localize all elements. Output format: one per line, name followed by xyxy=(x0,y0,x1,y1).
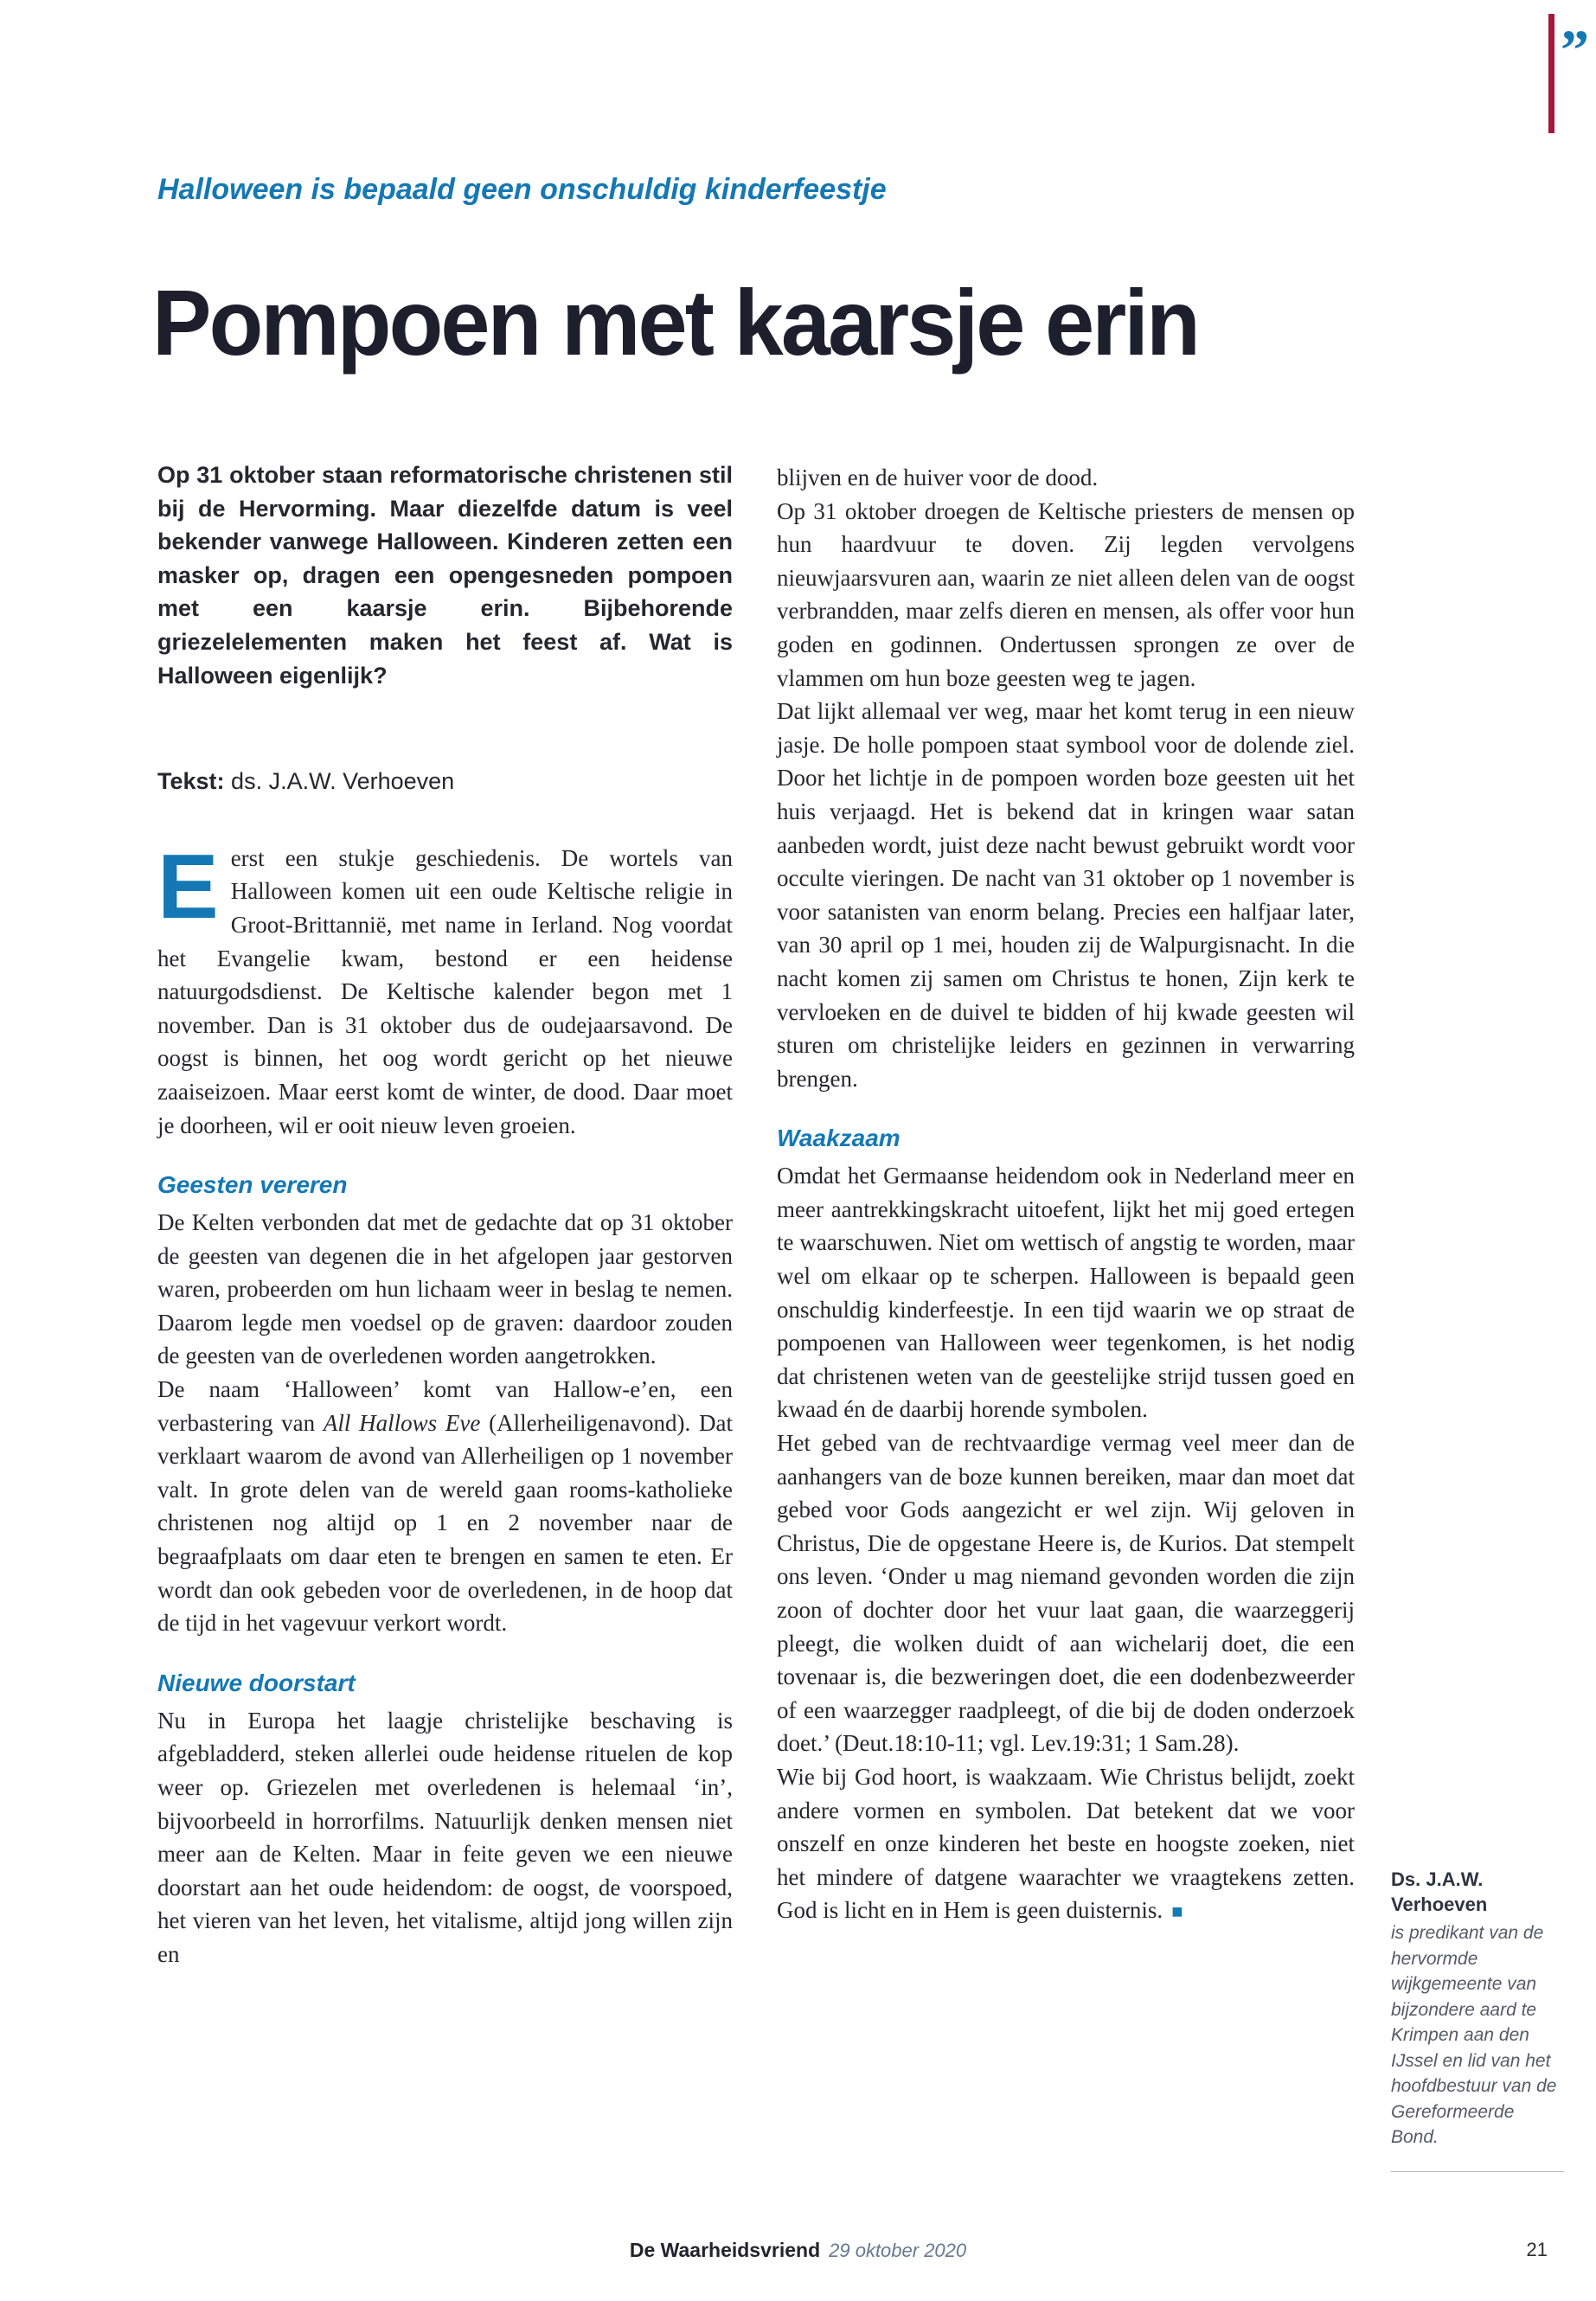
issue-date: 29 oktober 2020 xyxy=(829,2240,967,2261)
paragraph-gebed: Het gebed van de rechtvaardige vermag veel meer dan de aanhangers van de boze kunnen bereiken, maar dan moet dat gebed voor Gods aangezicht er wel zijn. Wij geloven in Christus, Die de opgestane Heere is, de Kurios. Dat stempelt ons leven. ‘Onder u mag niemand gevonden worden die zijn zoon of dochter door het vuur laat gaan, die waarzeggerij pleegt, die wolken duidt of aan wichelarij doet, die een tovenaar is, die bezweringen doet, die een dodenbezweerder of een waarzegger raadpleegt, of die bij de doden onderzoek doet.’ (Deut.18:10-11; vgl. Lev.19:31; 1 Sam.28). xyxy=(777,1430,1355,1757)
byline-label: Tekst: xyxy=(157,768,225,795)
paragraph-doorstart: Nu in Europa het laagje christelijke beschaving is afgebladderd, steken allerlei oude heidense rituelen de kop weer op. Griezelen met overledenen is helemaal ‘in’, bijvoorbeeld in horrorfilms. Natuurlijk denken mensen niet meer aan de Kelten. Maar in feite geven we een nieuwe doorstart aan het oude heidendom: de oogst, de voorspoed, het vieren van het leven, het vitalisme, altijd jong willen zijn en xyxy=(157,1707,733,1967)
paragraph-history-text: erst een stukje geschiedenis. De wortels van Halloween komen uit een oude Keltische religie in Groot-Brittannië, met name in Ierland. Nog voordat het Evangelie kwam, bestond er een heidense natuurgodsdienst. De Keltische kalender begon met 1 november. Dan is 31 oktober dus de oudejaarsavond. De oogst is binnen, het oog wordt gericht op het nieuwe zaaiseizoen. Maar eerst komt de winter, de dood. Daar moet je doorheen, wil er ooit nieuw leven groeien. xyxy=(157,844,733,1138)
red-accent-bar xyxy=(1548,14,1554,133)
author-name: Ds. J.A.W. Verhoeven xyxy=(1391,1868,1488,1915)
magazine-name: De Waarheidsvriend xyxy=(629,2239,821,2261)
paragraph-slot xyxy=(777,1760,1355,1929)
quote-mark-icon: ” xyxy=(1561,19,1589,82)
kicker: Halloween is bepaald geen onschuldig kinderfeestje xyxy=(157,173,887,206)
paragraph-nieuw-jasje: Dat lijkt allemaal ver weg, maar het komt terug in een nieuw jasje. De holle pompoen staat symbool voor de dolende ziel. Door het lichtje in de pompoen worden boze geesten uit het huis verjaagd. Het is bekend dat in kringen waar satan aanbeden wordt, juist deze nacht bewust gebruikt wordt voor occulte vieringen. De nacht van 31 oktober op 1 november is voor satanisten van enorm belang. Precies een halfjaar later, van 30 april op 1 mei, houden zij de Walpurgisnacht. In die nacht komen zij samen om Christus te honen, Zijn kerk te vervloeken en de duivel te bidden of hij kwade geesten wil sturen om christelijke leiders en gezinnen in verwarring brengen. xyxy=(777,698,1355,1092)
intro-paragraph: Op 31 oktober staan reformatorische christenen stil bij de Hervorming. Maar diezelfde datum is veel bekender vanwege Halloween. Kinderen zetten een masker op, dragen een opengesneden pompoen met een kaarsje erin. Bijbehorende griezelelementen maken het feest af. Wat is Halloween eigenlijk? xyxy=(157,462,733,689)
section-heading-nieuwe-doorstart: Nieuwe doorstart xyxy=(157,1669,356,1696)
paragraph-naam-halloween-b: (Allerheiligenavond). Dat verklaart waarom de avond van Allerheiligen op 1 november valt. In grote delen van de wereld gaan rooms-katholieke christenen nog altijd op 1 en 2 november naar de begraafplaats om daar eten te brengen en samen te eten. Er wordt dan ook gebeden voor de overledenen, in de hoop dat de tijd in het vagevuur verkort wordt. xyxy=(157,1409,733,1637)
paragraph-naam-halloween xyxy=(157,1373,733,1640)
footer xyxy=(0,2239,1596,2262)
drop-cap: E xyxy=(157,835,219,938)
headline: Pompoen met kaarsje erin xyxy=(152,270,1198,375)
paragraph-naam-halloween-a: De naam ‘Halloween’ komt van Hallow-e’en, een verbastering van xyxy=(157,1376,733,1436)
section-heading-waakzaam: Waakzaam xyxy=(777,1125,901,1152)
paragraph-history xyxy=(157,835,733,1142)
italic-work-title: All Hallows Eve xyxy=(323,1409,481,1436)
column-right xyxy=(777,461,1355,1929)
end-of-article-mark: ■ xyxy=(1171,1900,1183,1923)
author-bio-card xyxy=(1391,1867,1564,2172)
author-bio-text: is predikant van de hervormde wijkgemeente van bijzondere aard te Krimpen aan den IJssel en lid van het hoofdbestuur van de Gereformeerde Bond. xyxy=(1391,1923,1557,2147)
page-number: 21 xyxy=(1526,2239,1548,2260)
section-heading-geesten-vereren: Geesten vereren xyxy=(157,1171,348,1199)
paragraph-kelten: De Kelten verbonden dat met de gedachte dat op 31 oktober de geesten van degenen die in het afgelopen jaar gestorven waren, probeerden om hun lichaam weer in beslag te nemen. Daarom legde men voedsel op de graven: daardoor zouden de geesten van de overledenen worden aangetrokken. xyxy=(157,1209,733,1369)
sidebar-divider xyxy=(1391,2171,1564,2172)
byline-author: ds. J.A.W. Verhoeven xyxy=(231,768,455,795)
column-left xyxy=(157,458,733,1971)
paragraph-waarschuwen: Omdat het Germaanse heidendom ook in Nederland meer en meer aantrekkingskracht uitoefent, lijkt het mij goed ertegen te waarschuwen. Niet om wettisch of angstig te worden, maar wel om elkaar op te scherpen. Halloween is bepaald geen onschuldig kinderfeestje. In een tijd waarin we op straat de pompoenen van Halloween weer tegenkomen, is het nodig dat christenen weten van de geestelijke strijd tussen goed en kwaad én de daarbij horende symbolen. xyxy=(777,1163,1355,1423)
paragraph-priesters: Op 31 oktober droegen de Keltische priesters de mensen op hun haardvuur te doven. Zij legden vervolgens nieuwjaarsvuren aan, waarin ze niet alleen delen van de oogst verbrandden, maar zelfs dieren en mensen, als offer voor hun goden en godinnen. Ondertussen sprongen ze over de vlammen om hun boze geesten weg te jagen. xyxy=(777,497,1355,691)
byline xyxy=(157,765,733,798)
paragraph-slot-text: Wie bij God hoort, is waakzaam. Wie Christus belijdt, zoekt andere vormen en symbolen. Dat betekent dat we voor onszelf en onze kinderen het beste en hoogste zoeken, niet het mindere of datgene waarachter we vraagtekens zetten. God is licht en in Hem is geen duisternis. xyxy=(777,1763,1355,1924)
paragraph-continuation: blijven en de huiver voor de dood. xyxy=(777,465,1099,490)
